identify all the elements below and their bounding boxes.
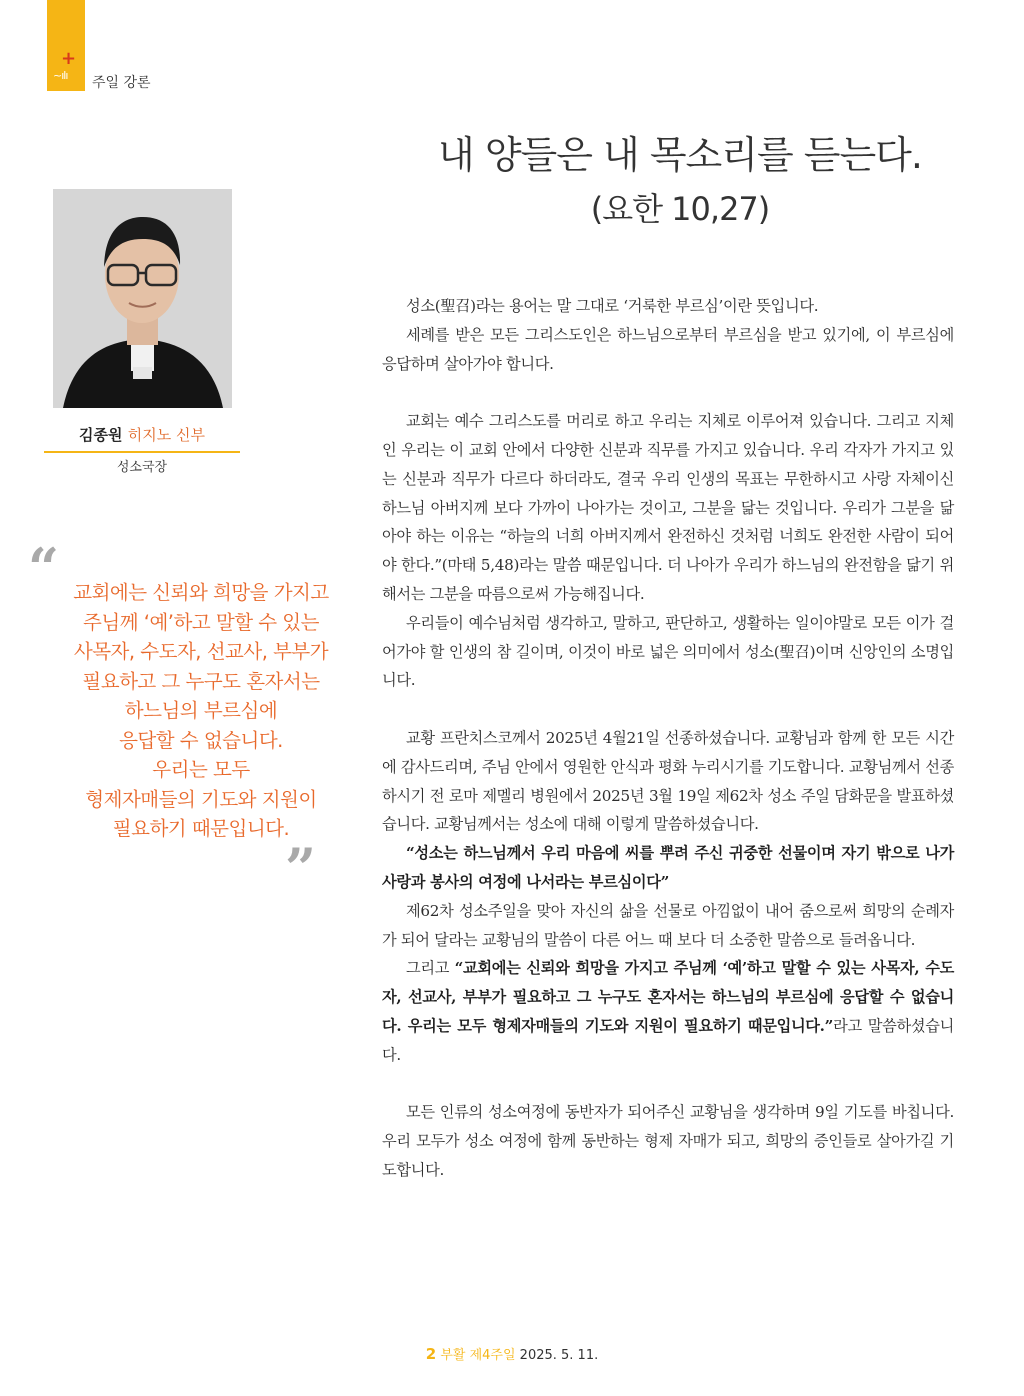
article-body — [382, 292, 954, 1185]
paragraph-tail: 라고 말씀하셨습니다. — [382, 1016, 955, 1064]
page-title: 내 양들은 내 목소리를 듣는다. — [438, 133, 922, 177]
pull-quote-line: 우리는 모두 — [152, 758, 250, 781]
author-name — [44, 424, 240, 453]
paragraph — [382, 954, 954, 1069]
priest-portrait-image — [53, 189, 232, 408]
paragraph: 성소(聖召)라는 용어는 말 그대로 ‘거룩한 부르심’이란 뜻입니다. — [406, 297, 819, 315]
author-title: 히지노 신부 — [127, 426, 205, 444]
pull-quote-line: 하느님의 부르심에 — [124, 699, 278, 722]
close-quote-icon: ” — [285, 836, 317, 900]
open-quote-icon: “ — [28, 536, 60, 600]
cross-icon: + — [61, 48, 77, 69]
paragraph: 교회는 예수 그리스도를 머리로 하고 우리는 지체로 이루어져 있습니다. 그리고 지체인 우리는 이 교회 안에서 다양한 신분과 직무를 가지고 있습니다. 우리 각자가 가지고 있는 신분과 직무가 다르다 하더라도, 결국 우리 인생의 목표는 무한하시고 사랑 자체이신 하느님 아버지께 보다 가까이 나아가는 것이고, 그분을 닮는 것입니다. 우리가 그분을 닮아야 하는 이유는 “하늘의 너희 아버지께서 완전하신 것처럼 너희도 완전한 사람이 되어야 한다.”(마태 5,48)라는 말씀 때문입니다. 더 나아가 우리가 하느님의 완전함을 닮기 위해서는 그분을 따름으로써 가능해집니다. — [382, 412, 954, 603]
issue-date: 2025. 5. 11. — [519, 1348, 599, 1363]
swirl-logo-icon: ~ılı — [53, 69, 68, 82]
pull-quote-line: 사목자, 수도자, 선교사, 부부가 — [73, 640, 329, 663]
bold-quote: “성소는 하느님께서 우리 마음에 씨를 뿌려 주신 귀중한 선물이며 자기 밖으로 나가 사랑과 봉사의 여정에 나서라는 부르심이다” — [382, 844, 954, 891]
bold-quote: “교회에는 신뢰와 희망을 가지고 주님께 ‘예’하고 말할 수 있는 사목자, 수도자, 선교사, 부부가 필요하고 그 누구도 혼자서는 하느님의 부르심에 응답할 수 없습니다. 우리는 모두 형제자매들의 기도와 지원이 필요하기 때문입니다.” — [382, 959, 954, 1035]
paragraph: 모든 인류의 성소여정에 동반자가 되어주신 교황님을 생각하며 9일 기도를 바칩니다. 우리 모두가 성소 여정에 함께 동반하는 형제 자매가 되고, 희망의 증인들로 살아가길 기도합니다. — [382, 1103, 954, 1179]
paragraph: 교황 프란치스코께서 2025년 4월21일 선종하셨습니다. 교황님과 함께 한 모든 시간에 감사드리며, 주님 안에서 영원한 안식과 평화 누리시기를 기도합니다. 교황님께서 선종하시기 전 로마 제멜리 병원에서 2025년 3월 19일 제62차 성소 주일 담화문을 발표하셨습니다. 교황님께서는 성소에 대해 이렇게 말씀하셨습니다. — [382, 728, 954, 834]
paragraph: 우리들이 예수님처럼 생각하고, 말하고, 판단하고, 생활하는 일이야말로 모든 이가 걸어가야 할 인생의 참 길이며, 이것이 바로 넓은 의미에서 성소(聖召)이며 신앙인의 소명입니다. — [382, 613, 954, 690]
page-number: 2 — [425, 1345, 437, 1363]
section-tab — [47, 0, 85, 91]
paragraph-lead: 그리고 — [406, 959, 455, 978]
pull-quote-line: 필요하기 때문입니다. — [112, 817, 290, 840]
author-name-text: 김종원 — [79, 426, 123, 444]
scripture-reference: (요한 10,27) — [590, 190, 770, 228]
author-role: 성소국장 — [116, 460, 168, 475]
page-footer — [0, 1344, 1024, 1363]
section-label: 주일 강론 — [92, 75, 151, 91]
author-photo — [53, 189, 232, 408]
pull-quote — [46, 578, 356, 844]
pull-quote-line: 교회에는 신뢰와 희망을 가지고 — [73, 581, 329, 604]
pull-quote-line: 주님께 ‘예’하고 말할 수 있는 — [83, 610, 319, 634]
pull-quote-line: 형제자매들의 기도와 지원이 — [85, 787, 317, 811]
paragraph: 세례를 받은 모든 그리스도인은 하느님으로부터 부르심을 받고 있기에, 이 부르심에 응답하며 살아가야 합니다. — [382, 325, 954, 373]
pull-quote-line: 응답할 수 없습니다. — [119, 728, 283, 752]
paragraph: 제62차 성소주일을 맞아 자신의 삶을 선물로 아낌없이 내어 줌으로써 희망의 순례자가 되어 달라는 교황님의 말씀이 다른 어느 때 보다 더 소중한 말씀으로 들려옵니다. — [382, 901, 954, 949]
pull-quote-line: 필요하고 그 누구도 혼자서는 — [82, 669, 320, 693]
liturgical-season: 부활 제4주일 — [440, 1348, 516, 1363]
paragraph-quote — [382, 839, 954, 897]
